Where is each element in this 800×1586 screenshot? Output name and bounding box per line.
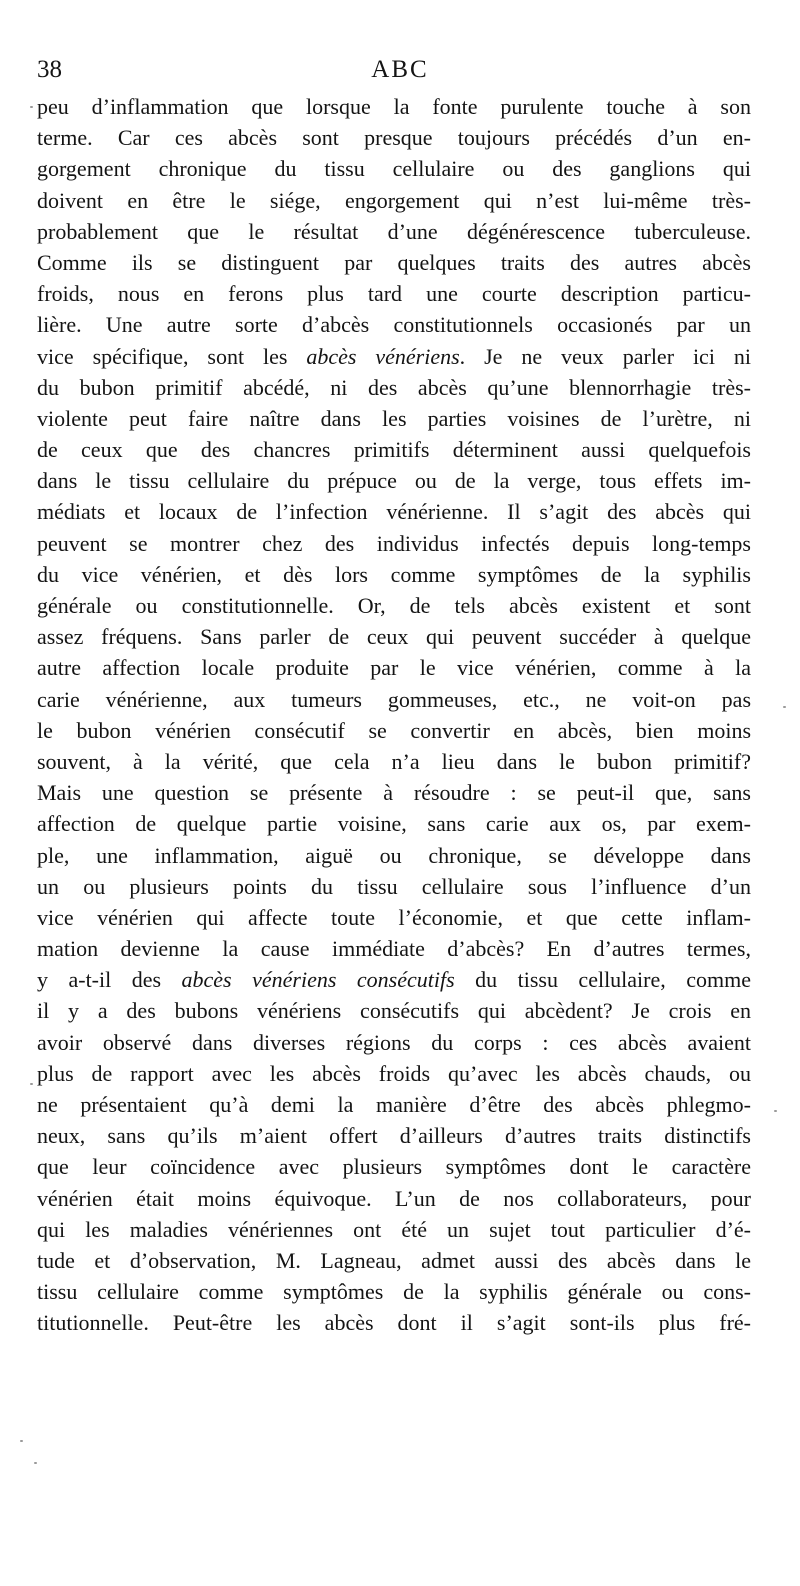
text-line <box>37 590 751 621</box>
text-line <box>37 309 751 340</box>
text-segment: tude et d’observation, M. Lagneau, admet aussi des abcès dans le <box>37 1247 751 1273</box>
text-segment: du vice vénérien, et dès lors comme symptômes de la syphilis <box>37 561 751 587</box>
text-segment: le bubon vénérien consécutif se convertir en abcès, bien moins <box>37 717 751 743</box>
text-line <box>37 652 751 683</box>
text-line <box>37 1058 751 1089</box>
text-line <box>37 902 751 933</box>
scan-speck <box>30 1083 33 1085</box>
text-line <box>37 1307 751 1338</box>
text-line <box>37 1151 751 1182</box>
text-segment: carie vénérienne, aux tumeurs gommeuses, etc., ne voit-on pas <box>37 686 751 712</box>
text-line <box>37 995 751 1026</box>
text-segment: vice spécifique, sont les <box>37 343 307 369</box>
text-segment: peu d’inflammation que lorsque la fonte purulente touche à son <box>37 94 751 119</box>
text-line <box>37 278 751 309</box>
text-line <box>37 1183 751 1214</box>
text-line <box>37 715 751 746</box>
text-segment: Comme ils se distinguent par quelques traits des autres abcès <box>37 249 751 275</box>
text-line <box>37 964 751 995</box>
page-number: 38 <box>37 56 62 83</box>
text-segment: avoir observé dans diverses régions du corps : ces abcès avaient <box>37 1029 751 1055</box>
scan-speck <box>774 1110 777 1112</box>
text-line <box>37 153 751 184</box>
text-segment: assez fréquens. Sans parler de ceux qui peuvent succéder à quelque <box>37 624 751 650</box>
text-segment: tissu cellulaire comme symptômes de la syphilis générale ou cons- <box>37 1279 751 1305</box>
text-segment: ne présentaient qu’à demi la manière d’être des abcès phlegmo- <box>37 1092 751 1117</box>
text-segment: du bubon primitif abcédé, ni des abcès qu’une blennorrhagie très- <box>37 374 751 400</box>
text-line <box>37 621 751 652</box>
italic-term: abcès vénériens <box>306 343 460 369</box>
text-segment: qui les maladies vénériennes ont été un sujet tout particulier d’é- <box>37 1216 751 1242</box>
text-segment: probablement que le résultat d’une dégénérescence tuberculeuse. <box>37 218 751 244</box>
text-line <box>37 91 751 122</box>
scan-speck <box>20 1440 23 1442</box>
text-line <box>37 496 751 527</box>
text-line <box>37 684 751 715</box>
text-line <box>37 559 751 590</box>
text-segment: titutionnelle. Peut-être les abcès dont il s’agit sont-ils plus fré- <box>37 1310 751 1336</box>
text-segment: plus de rapport avec les abcès froids qu’avec les abcès chauds, ou <box>37 1060 751 1086</box>
text-line <box>37 1276 751 1307</box>
text-segment: affection de quelque partie voisine, sans carie aux os, par exem- <box>37 811 751 837</box>
text-line <box>37 372 751 403</box>
text-segment: Mais une question se présente à résoudre : se peut-il que, sans <box>37 780 751 806</box>
scan-speck <box>783 706 786 708</box>
body-paragraph <box>37 91 751 1339</box>
text-segment: lière. Une autre sorte d’abcès constitutionnels occasionés par un <box>37 312 751 338</box>
text-segment: il y a des bubons vénériens consécutifs qui abcèdent? Je crois en <box>37 998 751 1024</box>
text-line <box>37 185 751 216</box>
text-line <box>37 403 751 434</box>
text-line <box>37 247 751 278</box>
text-line <box>37 1245 751 1276</box>
text-segment: du tissu cellulaire, comme <box>454 967 751 993</box>
text-line <box>37 434 751 465</box>
text-segment: autre affection locale produite par le vice vénérien, comme à la <box>37 655 751 681</box>
text-segment: terme. Car ces abcès sont presque toujours précédés d’un en- <box>37 125 751 151</box>
text-segment: mation devienne la cause immédiate d’abcès? En d’autres termes, <box>37 936 751 962</box>
text-segment: vénérien était moins équivoque. L’un de nos collaborateurs, pour <box>37 1185 751 1211</box>
text-line <box>37 1120 751 1151</box>
text-segment: un ou plusieurs points du tissu cellulaire sous l’influence d’un <box>37 873 751 899</box>
text-segment: dans le tissu cellulaire du prépuce ou de la verge, tous effets im- <box>37 468 751 494</box>
text-line <box>37 1027 751 1058</box>
text-segment: neux, sans qu’ils m’aient offert d’ailleurs d’autres traits distinctifs <box>37 1123 751 1149</box>
text-segment: vice vénérien qui affecte toute l’économie, et que cette inflam- <box>37 904 751 930</box>
text-line <box>37 840 751 871</box>
text-line <box>37 122 751 153</box>
text-line <box>37 528 751 559</box>
text-line <box>37 933 751 964</box>
text-segment: que leur coïncidence avec plusieurs symptômes dont le caractère <box>37 1154 751 1180</box>
text-segment: violente peut faire naître dans les parties voisines de l’urètre, ni <box>37 405 751 431</box>
text-segment: de ceux que des chancres primitifs déterminent aussi quelquefois <box>37 437 751 463</box>
scan-speck <box>34 1462 37 1464</box>
text-line <box>37 216 751 247</box>
text-segment: y a-t-il des <box>37 967 182 993</box>
text-line <box>37 808 751 839</box>
text-line <box>37 465 751 496</box>
text-line <box>37 777 751 808</box>
text-line <box>37 1089 751 1120</box>
text-line <box>37 341 751 372</box>
text-segment: souvent, à la vérité, que cela n’a lieu dans le bubon primitif? <box>37 748 751 774</box>
text-line <box>37 1214 751 1245</box>
text-segment: doivent en être le siége, engorgement qui n’est lui-même très- <box>37 187 751 213</box>
text-segment: peuvent se montrer chez des individus infectés depuis long-temps <box>37 530 751 556</box>
italic-term: abcès vénériens consécutifs <box>181 967 455 993</box>
running-title: ABC <box>371 56 429 83</box>
text-segment: générale ou constitutionnelle. Or, de tels abcès existent et sont <box>37 593 751 618</box>
text-line <box>37 746 751 777</box>
scan-speck <box>30 106 33 108</box>
text-segment: ple, une inflammation, aiguë ou chronique, se développe dans <box>37 842 751 868</box>
text-segment: gorgement chronique du tissu cellulaire ou des ganglions qui <box>37 156 751 182</box>
text-segment: médiats et locaux de l’infection vénérienne. Il s’agit des abcès qui <box>37 499 751 525</box>
text-line <box>37 871 751 902</box>
text-segment: froids, nous en ferons plus tard une courte description particu- <box>37 281 751 307</box>
text-segment: . Je ne veux parler ici ni <box>459 343 751 369</box>
